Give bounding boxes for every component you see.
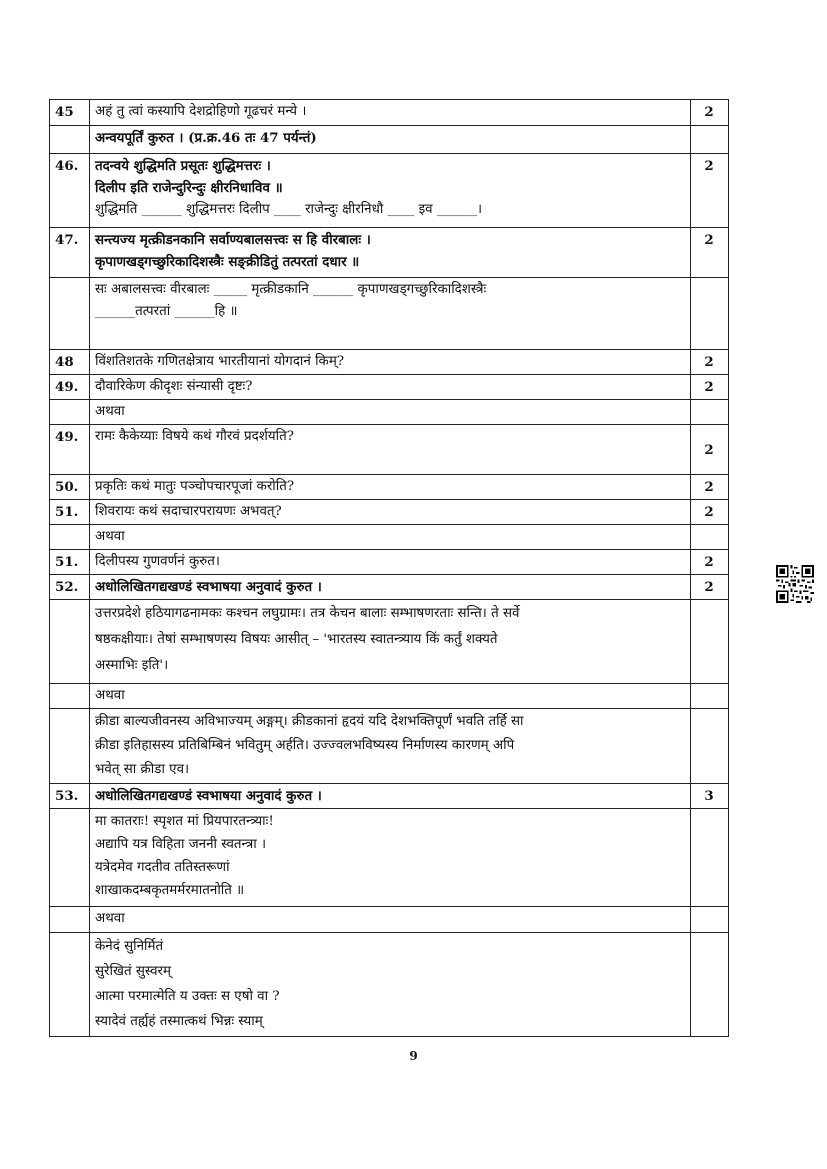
question-marks: 2 bbox=[691, 350, 729, 375]
question-number: 46. bbox=[50, 154, 90, 228]
passage-text bbox=[90, 709, 691, 784]
question-text: अधोलिखितगद्यखण्डं स्वभाषया अनुवादं कुरुत । bbox=[90, 784, 691, 809]
passage-line: भवेत् सा क्रीडा एव। bbox=[95, 762, 190, 777]
question-number: 52. bbox=[50, 575, 90, 600]
question-text bbox=[90, 228, 691, 278]
question-number: 51. bbox=[50, 500, 90, 525]
question-marks: 3 bbox=[691, 784, 729, 809]
question-text: अधोलिखितगद्यखण्डं स्वभाषया अनुवादं कुरुत । bbox=[90, 575, 691, 600]
question-marks: 2 bbox=[691, 375, 729, 400]
or-label: अथवा bbox=[90, 684, 691, 709]
question-number: 49. bbox=[50, 375, 90, 400]
passage-row bbox=[50, 600, 729, 684]
passage-line: उत्तरप्रदेशे हठियागढनामकः कश्चन लघुग्रामः। तत्र केचन बालाः सम्भाषणरताः सन्ति। ते सर्वे bbox=[95, 606, 520, 621]
question-marks: 2 bbox=[691, 500, 729, 525]
verse-line: अद्यापि यत्र विहिता जननी स्वतन्त्रा । bbox=[95, 837, 267, 852]
verse-line: दिलीप इति राजेन्दुरिन्दुः क्षीरनिधाविव ॥ bbox=[95, 180, 283, 196]
question-text: विंशतिशतके गणितक्षेत्राय भारतीयानां योगदानं किम्? bbox=[90, 350, 691, 375]
question-marks: 2 bbox=[691, 154, 729, 228]
or-label: अथवा bbox=[90, 400, 691, 425]
passage-text bbox=[90, 600, 691, 684]
verse-line: आत्मा परमात्मेति य उक्तः स एषो वा ? bbox=[95, 989, 280, 1004]
question-marks: 2 bbox=[691, 228, 729, 278]
passage-row bbox=[50, 809, 729, 907]
or-row bbox=[50, 525, 729, 550]
verse-line: केनेदं सुनिर्मितं bbox=[95, 939, 164, 954]
fill-blank-text bbox=[90, 278, 691, 350]
question-number: 51. bbox=[50, 550, 90, 575]
question-marks: 2 bbox=[691, 475, 729, 500]
passage-row bbox=[50, 933, 729, 1037]
question-marks: 2 bbox=[691, 575, 729, 600]
question-row bbox=[50, 228, 729, 278]
question-number: 48 bbox=[50, 350, 90, 375]
question-text: दिलीपस्य गुणवर्णनं कुरुत। bbox=[90, 550, 691, 575]
qr-code-icon bbox=[776, 565, 814, 603]
question-number: 50. bbox=[50, 475, 90, 500]
question-row bbox=[50, 575, 729, 600]
question-row bbox=[50, 784, 729, 809]
question-row bbox=[50, 475, 729, 500]
question-text: रामः कैकेय्याः विषये कथं गौरवं प्रदर्शयति? bbox=[90, 425, 691, 475]
verse-text bbox=[90, 809, 691, 907]
question-number: 53. bbox=[50, 784, 90, 809]
verse-line: शाखाकदम्बकृतमर्मरमातनोति ॥ bbox=[95, 883, 245, 898]
question-marks: 2 bbox=[691, 100, 729, 126]
question-row bbox=[50, 500, 729, 525]
or-label: अथवा bbox=[90, 525, 691, 550]
section-heading: अन्वयपूर्तिं कुरुत । (प्र.क्र.46 तः 47 पर्यन्तं) bbox=[90, 126, 691, 154]
question-row bbox=[50, 375, 729, 400]
passage-line: अस्माभिः इति'। bbox=[95, 658, 169, 673]
question-text: दौवारिकेण कीदृशः संन्यासी दृष्टः? bbox=[90, 375, 691, 400]
verse-line: तदन्वये शुद्धिमति प्रसूतः शुद्धिमत्तरः । bbox=[95, 158, 271, 174]
verse-line: मा कातराः! स्पृशत मां प्रियपारतन्त्र्याः! bbox=[95, 814, 274, 829]
or-row bbox=[50, 684, 729, 709]
verse-text bbox=[90, 933, 691, 1037]
fill-blank-line: सः अबालसत्त्वः वीरबालः _____ मृत्क्रीडकानि ______ कृपाणखड्गच्छुरिकादिशस्त्रैः bbox=[95, 282, 487, 297]
question-row bbox=[50, 100, 729, 126]
question-text: प्रकृतिः कथं मातुः पञ्चोपचारपूजां करोति? bbox=[90, 475, 691, 500]
question-number: 49. bbox=[50, 425, 90, 475]
verse-line: स्यादेवं तर्ह्यहं तस्मात्कथं भिन्नः स्याम् bbox=[95, 1014, 263, 1029]
question-table bbox=[49, 99, 729, 1037]
passage-line: षष्ठकक्षीयाः। तेषां सम्भाषणस्य विषयः आसीत् – 'भारतस्य स्वातन्त्र्याय किं कर्तुं शक्यते bbox=[95, 632, 498, 647]
verse-line: सन्त्यज्य मृत्क्रीडनकानि सर्वाण्यबालसत्त्वः स हि वीरबालः । bbox=[95, 232, 371, 248]
question-text: अहं तु त्वां कस्यापि देशद्रोहिणो गूढचरं मन्ये । bbox=[90, 100, 691, 126]
question-number: 45 bbox=[50, 100, 90, 126]
verse-line: सुरेखितं सुस्वरम् bbox=[95, 964, 172, 979]
question-number: 47. bbox=[50, 228, 90, 278]
question-text: शिवरायः कथं सदाचारपरायणः अभवत्? bbox=[90, 500, 691, 525]
passage-line: क्रीडा बाल्यजीवनस्य अविभाज्यम् अङ्गम्। क्रीडकानां हृदयं यदि देशभक्तिपूर्णं भवति तर्हि सा bbox=[95, 714, 524, 729]
page-number: 9 bbox=[409, 1049, 418, 1063]
question-row bbox=[50, 350, 729, 375]
passage-line: क्रीडा इतिहासस्य प्रतिबिम्बिनं भवितुम् अर्हति। उज्ज्वलभविष्यस्य निर्माणस्य कारणम् अपि bbox=[95, 738, 515, 753]
answer-row bbox=[50, 278, 729, 350]
passage-row bbox=[50, 709, 729, 784]
question-text bbox=[90, 154, 691, 228]
verse-line: कृपाणखड्गच्छुरिकादिशस्त्रैः सङ्क्रीडितुं तत्परतां दधार ॥ bbox=[95, 254, 360, 270]
question-marks: 2 bbox=[691, 425, 729, 475]
or-row bbox=[50, 400, 729, 425]
question-row bbox=[50, 154, 729, 228]
fill-blank-line: शुद्धिमति ______ शुद्धिमत्तरः दिलीप ____ राजेन्दुः क्षीरनिधौ ____ इव ______। bbox=[95, 202, 483, 217]
or-row bbox=[50, 907, 729, 933]
section-heading-row bbox=[50, 126, 729, 154]
question-marks: 2 bbox=[691, 550, 729, 575]
verse-line: यत्रेदमेव गदतीव ततिस्तरूणां bbox=[95, 860, 230, 875]
question-row bbox=[50, 425, 729, 475]
fill-blank-line: ______तत्परतां ______हि ॥ bbox=[95, 304, 238, 319]
question-row bbox=[50, 550, 729, 575]
or-label: अथवा bbox=[90, 907, 691, 933]
